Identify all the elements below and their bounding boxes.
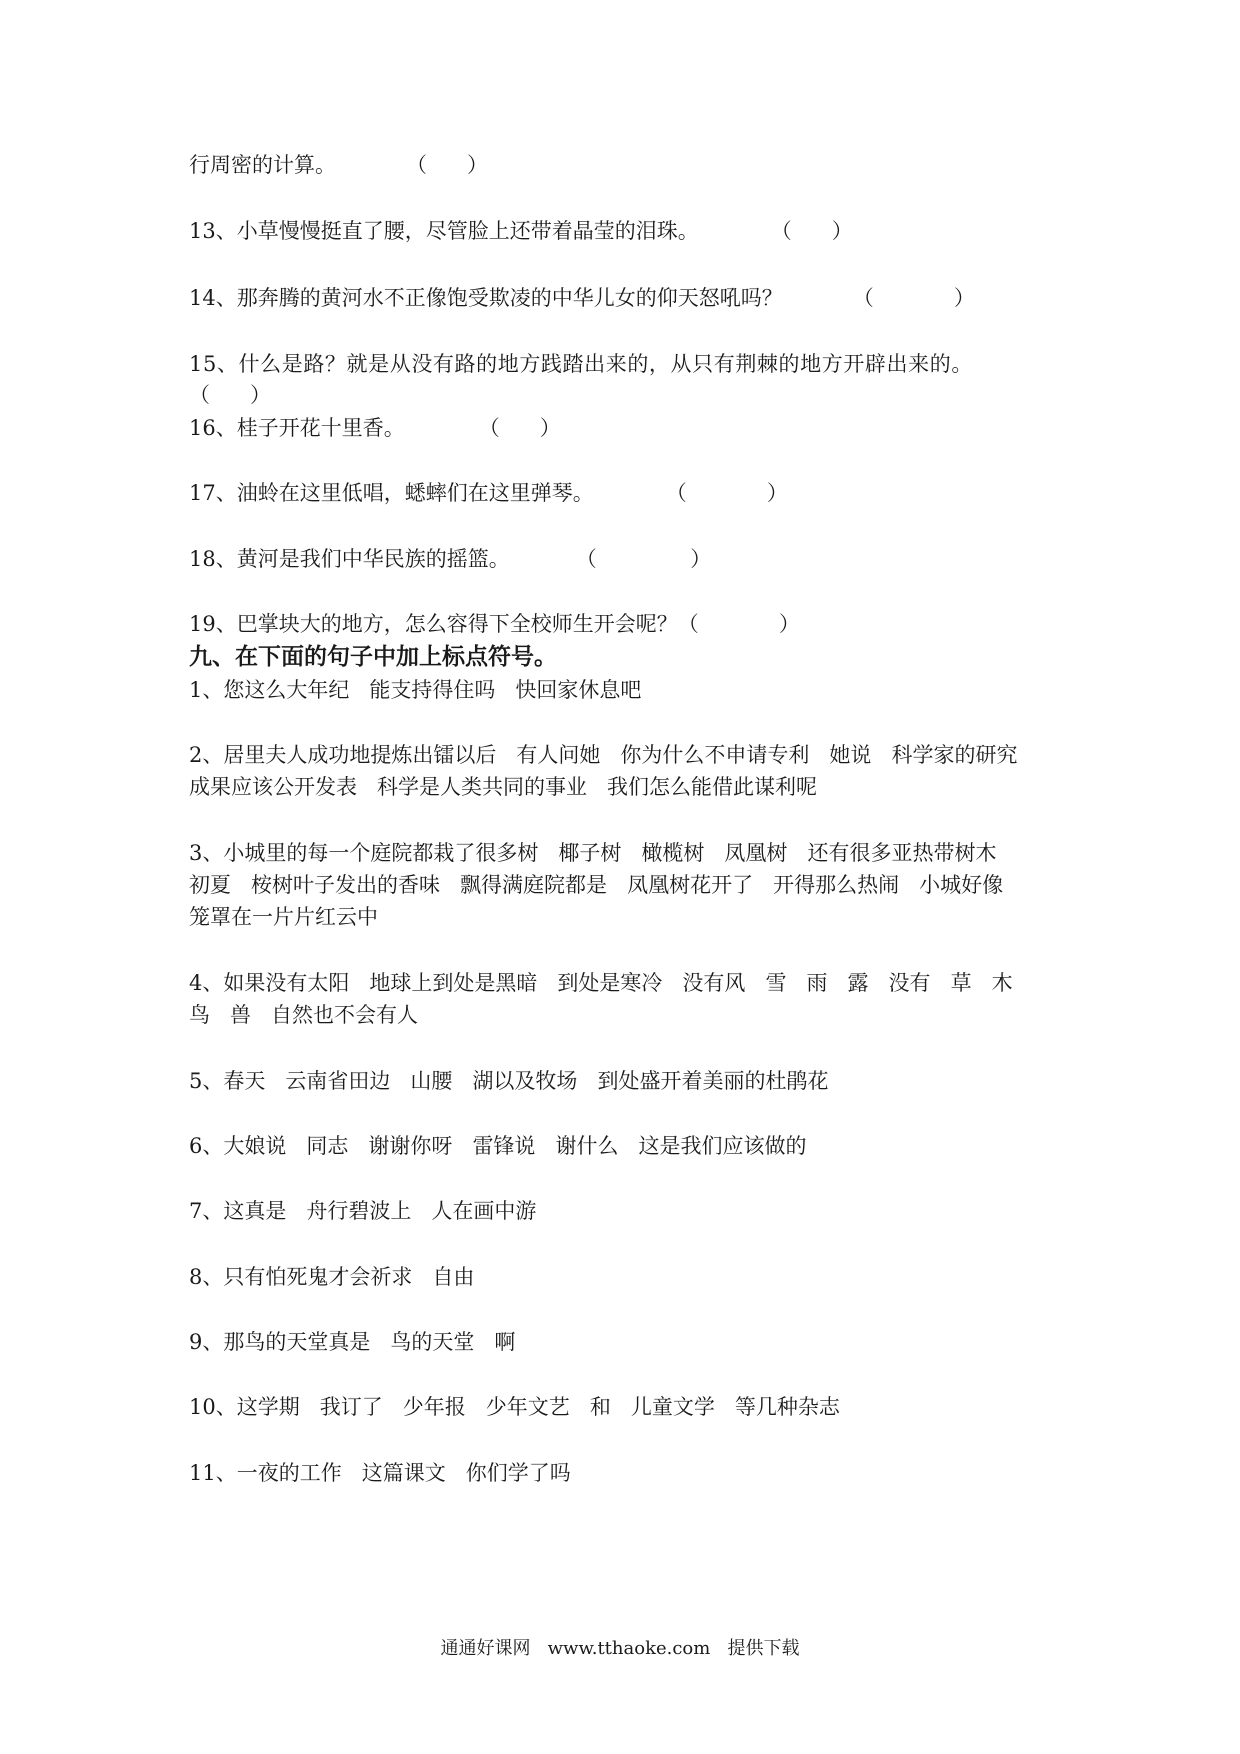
page-footer: 通通好课网 www.tthaoke.com 提供下载 <box>440 1638 800 1659</box>
punctuation-line: 10、这学期 我订了 少年报 少年文艺 和 儿童文学 等几种杂志 <box>189 1395 840 1419</box>
question-line: 行周密的计算。 （ ） <box>189 153 489 177</box>
punctuation-line: 笼罩在一片片红云中 <box>189 905 378 929</box>
punctuation-line: 3、小城里的每一个庭院都栽了很多树 椰子树 橄榄树 凤凰树 还有很多亚热带树木 <box>189 841 997 865</box>
question-line: 19、巴掌块大的地方，怎么容得下全校师生开会呢？（ ） <box>189 612 800 636</box>
question-line-continued: （ ） <box>189 383 272 407</box>
punctuation-line: 11、一夜的工作 这篇课文 你们学了吗 <box>189 1461 571 1485</box>
punctuation-line: 6、大娘说 同志 谢谢你呀 雷锋说 谢什么 这是我们应该做的 <box>189 1134 807 1158</box>
punctuation-line: 鸟 兽 自然也不会有人 <box>189 1003 419 1027</box>
punctuation-line: 9、那鸟的天堂真是 鸟的天堂 啊 <box>189 1330 516 1354</box>
punctuation-line: 5、春天 云南省田边 山腰 湖以及牧场 到处盛开着美丽的杜鹃花 <box>189 1069 829 1093</box>
question-line: 13、小草慢慢挺直了腰，尽管脸上还带着晶莹的泪珠。 （ ） <box>189 219 853 243</box>
punctuation-line: 4、如果没有太阳 地球上到处是黑暗 到处是寒冷 没有风 雪 雨 露 没有 草 木 <box>189 971 1013 995</box>
punctuation-line: 初夏 桉树叶子发出的香味 飘得满庭院都是 凤凰树花开了 开得那么热闹 小城好像 <box>189 873 1004 897</box>
punctuation-line: 成果应该公开发表 科学是人类共同的事业 我们怎么能借此谋利呢 <box>189 775 818 799</box>
question-line: 14、那奔腾的黄河水不正像饱受欺凌的中华儿女的仰天怒吼吗？ （ ） <box>189 286 975 310</box>
punctuation-line: 2、居里夫人成功地提炼出镭以后 有人问她 你为什么不申请专利 她说 科学家的研究 <box>189 743 1018 767</box>
punctuation-line: 8、只有怕死鬼才会祈求 自由 <box>189 1265 475 1289</box>
question-line: 15、什么是路？就是从没有路的地方践踏出来的，从只有荆棘的地方开辟出来的。 <box>189 352 973 376</box>
punctuation-line: 7、这真是 舟行碧波上 人在画中游 <box>189 1199 537 1223</box>
section-heading: 九、在下面的句子中加上标点符号。 <box>189 643 557 670</box>
question-line: 17、油蛉在这里低唱，蟋蟀们在这里弹琴。 （ ） <box>189 481 788 505</box>
question-line: 16、桂子开花十里香。 （ ） <box>189 416 561 440</box>
question-line: 18、黄河是我们中华民族的摇篮。 （ ） <box>189 547 712 571</box>
punctuation-line: 1、您这么大年纪 能支持得住吗 快回家休息吧 <box>189 678 642 702</box>
